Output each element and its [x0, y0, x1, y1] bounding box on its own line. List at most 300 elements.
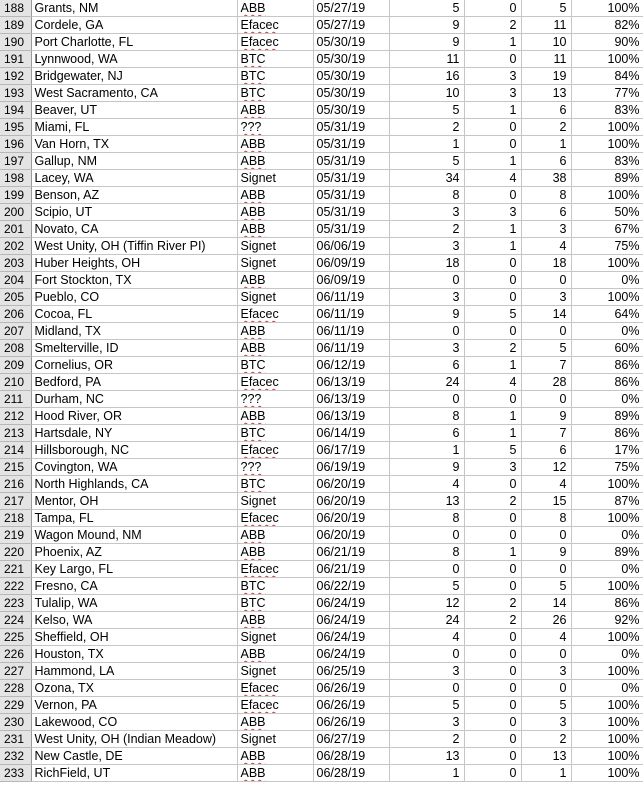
vendor-cell[interactable]: Signet: [237, 663, 313, 680]
percent-cell[interactable]: 86%: [571, 595, 643, 612]
count-b-cell[interactable]: 0: [464, 391, 521, 408]
count-a-cell[interactable]: 1: [389, 442, 464, 459]
count-a-cell[interactable]: 24: [389, 374, 464, 391]
vendor-cell[interactable]: ABB: [237, 527, 313, 544]
count-a-cell[interactable]: 1: [389, 136, 464, 153]
total-cell[interactable]: 6: [521, 442, 571, 459]
table-row[interactable]: [0, 425, 643, 442]
date-cell[interactable]: 06/14/19: [313, 425, 389, 442]
location-cell[interactable]: Vernon, PA: [31, 697, 237, 714]
total-cell[interactable]: 3: [521, 289, 571, 306]
table-row[interactable]: [0, 102, 643, 119]
date-cell[interactable]: 06/26/19: [313, 680, 389, 697]
total-cell[interactable]: 11: [521, 17, 571, 34]
location-cell[interactable]: Tulalip, WA: [31, 595, 237, 612]
count-a-cell[interactable]: 3: [389, 714, 464, 731]
table-row[interactable]: [0, 340, 643, 357]
table-row[interactable]: [0, 510, 643, 527]
count-b-cell[interactable]: 5: [464, 306, 521, 323]
date-cell[interactable]: 06/28/19: [313, 765, 389, 782]
date-cell[interactable]: 05/30/19: [313, 102, 389, 119]
vendor-cell[interactable]: ABB: [237, 714, 313, 731]
count-a-cell[interactable]: 8: [389, 187, 464, 204]
count-b-cell[interactable]: 0: [464, 714, 521, 731]
count-b-cell[interactable]: 0: [464, 663, 521, 680]
count-b-cell[interactable]: 0: [464, 0, 521, 17]
table-row[interactable]: [0, 578, 643, 595]
row-header[interactable]: 219: [0, 527, 31, 544]
location-cell[interactable]: Gallup, NM: [31, 153, 237, 170]
location-cell[interactable]: Port Charlotte, FL: [31, 34, 237, 51]
count-a-cell[interactable]: 6: [389, 357, 464, 374]
row-header[interactable]: 201: [0, 221, 31, 238]
total-cell[interactable]: 6: [521, 153, 571, 170]
total-cell[interactable]: 15: [521, 493, 571, 510]
total-cell[interactable]: 10: [521, 34, 571, 51]
date-cell[interactable]: 06/11/19: [313, 306, 389, 323]
percent-cell[interactable]: 100%: [571, 629, 643, 646]
count-a-cell[interactable]: 1: [389, 765, 464, 782]
count-a-cell[interactable]: 12: [389, 595, 464, 612]
count-b-cell[interactable]: 0: [464, 272, 521, 289]
location-cell[interactable]: Lynnwood, WA: [31, 51, 237, 68]
table-row[interactable]: [0, 476, 643, 493]
location-cell[interactable]: Houston, TX: [31, 646, 237, 663]
table-row[interactable]: [0, 731, 643, 748]
percent-cell[interactable]: 86%: [571, 357, 643, 374]
date-cell[interactable]: 06/24/19: [313, 646, 389, 663]
count-b-cell[interactable]: 0: [464, 289, 521, 306]
date-cell[interactable]: 05/31/19: [313, 136, 389, 153]
count-a-cell[interactable]: 9: [389, 17, 464, 34]
vendor-cell[interactable]: ABB: [237, 272, 313, 289]
location-cell[interactable]: Miami, FL: [31, 119, 237, 136]
count-b-cell[interactable]: 0: [464, 510, 521, 527]
count-b-cell[interactable]: 0: [464, 748, 521, 765]
table-row[interactable]: [0, 680, 643, 697]
count-a-cell[interactable]: 5: [389, 578, 464, 595]
count-b-cell[interactable]: 1: [464, 425, 521, 442]
date-cell[interactable]: 05/31/19: [313, 119, 389, 136]
count-a-cell[interactable]: 3: [389, 340, 464, 357]
location-cell[interactable]: Bedford, PA: [31, 374, 237, 391]
row-header[interactable]: 196: [0, 136, 31, 153]
percent-cell[interactable]: 100%: [571, 510, 643, 527]
count-b-cell[interactable]: 0: [464, 561, 521, 578]
vendor-cell[interactable]: Efacec: [237, 17, 313, 34]
row-header[interactable]: 224: [0, 612, 31, 629]
total-cell[interactable]: 2: [521, 119, 571, 136]
count-a-cell[interactable]: 0: [389, 391, 464, 408]
vendor-cell[interactable]: ABB: [237, 187, 313, 204]
vendor-cell[interactable]: BTC: [237, 578, 313, 595]
total-cell[interactable]: 8: [521, 187, 571, 204]
total-cell[interactable]: 1: [521, 136, 571, 153]
date-cell[interactable]: 06/21/19: [313, 561, 389, 578]
percent-cell[interactable]: 83%: [571, 153, 643, 170]
vendor-cell[interactable]: Efacec: [237, 374, 313, 391]
total-cell[interactable]: 14: [521, 306, 571, 323]
count-b-cell[interactable]: 3: [464, 68, 521, 85]
location-cell[interactable]: Smelterville, ID: [31, 340, 237, 357]
table-row[interactable]: [0, 119, 643, 136]
row-header[interactable]: 217: [0, 493, 31, 510]
row-header[interactable]: 223: [0, 595, 31, 612]
date-cell[interactable]: 05/30/19: [313, 85, 389, 102]
count-a-cell[interactable]: 13: [389, 493, 464, 510]
count-b-cell[interactable]: 3: [464, 85, 521, 102]
vendor-cell[interactable]: ABB: [237, 646, 313, 663]
count-a-cell[interactable]: 9: [389, 459, 464, 476]
table-row[interactable]: [0, 238, 643, 255]
total-cell[interactable]: 19: [521, 68, 571, 85]
count-a-cell[interactable]: 3: [389, 289, 464, 306]
location-cell[interactable]: Ozona, TX: [31, 680, 237, 697]
count-a-cell[interactable]: 2: [389, 731, 464, 748]
table-row[interactable]: [0, 561, 643, 578]
vendor-cell[interactable]: BTC: [237, 425, 313, 442]
row-header[interactable]: 198: [0, 170, 31, 187]
date-cell[interactable]: 05/27/19: [313, 17, 389, 34]
percent-cell[interactable]: 75%: [571, 238, 643, 255]
row-header[interactable]: 191: [0, 51, 31, 68]
percent-cell[interactable]: 100%: [571, 51, 643, 68]
location-cell[interactable]: Mentor, OH: [31, 493, 237, 510]
count-a-cell[interactable]: 11: [389, 51, 464, 68]
vendor-cell[interactable]: ???: [237, 119, 313, 136]
percent-cell[interactable]: 86%: [571, 425, 643, 442]
row-header[interactable]: 190: [0, 34, 31, 51]
row-header[interactable]: 211: [0, 391, 31, 408]
count-a-cell[interactable]: 9: [389, 306, 464, 323]
vendor-cell[interactable]: ABB: [237, 0, 313, 17]
percent-cell[interactable]: 89%: [571, 408, 643, 425]
total-cell[interactable]: 0: [521, 391, 571, 408]
count-b-cell[interactable]: 0: [464, 476, 521, 493]
total-cell[interactable]: 9: [521, 408, 571, 425]
count-a-cell[interactable]: 24: [389, 612, 464, 629]
vendor-cell[interactable]: ABB: [237, 544, 313, 561]
percent-cell[interactable]: 0%: [571, 391, 643, 408]
row-header[interactable]: 225: [0, 629, 31, 646]
row-header[interactable]: 192: [0, 68, 31, 85]
vendor-cell[interactable]: Signet: [237, 493, 313, 510]
count-a-cell[interactable]: 4: [389, 476, 464, 493]
vendor-cell[interactable]: ABB: [237, 340, 313, 357]
row-header[interactable]: 231: [0, 731, 31, 748]
table-row[interactable]: [0, 85, 643, 102]
percent-cell[interactable]: 82%: [571, 17, 643, 34]
table-row[interactable]: [0, 391, 643, 408]
count-a-cell[interactable]: 8: [389, 544, 464, 561]
row-header[interactable]: 203: [0, 255, 31, 272]
row-header[interactable]: 194: [0, 102, 31, 119]
percent-cell[interactable]: 75%: [571, 459, 643, 476]
location-cell[interactable]: Cocoa, FL: [31, 306, 237, 323]
count-b-cell[interactable]: 1: [464, 153, 521, 170]
count-b-cell[interactable]: 3: [464, 459, 521, 476]
count-a-cell[interactable]: 0: [389, 561, 464, 578]
location-cell[interactable]: Covington, WA: [31, 459, 237, 476]
location-cell[interactable]: Hillsborough, NC: [31, 442, 237, 459]
count-b-cell[interactable]: 0: [464, 765, 521, 782]
count-b-cell[interactable]: 3: [464, 204, 521, 221]
percent-cell[interactable]: 100%: [571, 255, 643, 272]
count-a-cell[interactable]: 4: [389, 629, 464, 646]
location-cell[interactable]: Lakewood, CO: [31, 714, 237, 731]
total-cell[interactable]: 14: [521, 595, 571, 612]
count-a-cell[interactable]: 0: [389, 323, 464, 340]
location-cell[interactable]: North Highlands, CA: [31, 476, 237, 493]
count-a-cell[interactable]: 0: [389, 527, 464, 544]
table-row[interactable]: [0, 748, 643, 765]
count-b-cell[interactable]: 1: [464, 357, 521, 374]
total-cell[interactable]: 38: [521, 170, 571, 187]
table-row[interactable]: [0, 765, 643, 782]
total-cell[interactable]: 13: [521, 85, 571, 102]
row-header[interactable]: 220: [0, 544, 31, 561]
count-b-cell[interactable]: 0: [464, 527, 521, 544]
table-row[interactable]: [0, 459, 643, 476]
location-cell[interactable]: New Castle, DE: [31, 748, 237, 765]
percent-cell[interactable]: 100%: [571, 187, 643, 204]
count-b-cell[interactable]: 1: [464, 221, 521, 238]
vendor-cell[interactable]: Signet: [237, 170, 313, 187]
count-a-cell[interactable]: 16: [389, 68, 464, 85]
row-header[interactable]: 209: [0, 357, 31, 374]
vendor-cell[interactable]: Signet: [237, 238, 313, 255]
vendor-cell[interactable]: Signet: [237, 289, 313, 306]
vendor-cell[interactable]: BTC: [237, 68, 313, 85]
date-cell[interactable]: 06/25/19: [313, 663, 389, 680]
vendor-cell[interactable]: BTC: [237, 357, 313, 374]
table-row[interactable]: [0, 306, 643, 323]
percent-cell[interactable]: 87%: [571, 493, 643, 510]
location-cell[interactable]: Bridgewater, NJ: [31, 68, 237, 85]
percent-cell[interactable]: 67%: [571, 221, 643, 238]
date-cell[interactable]: 06/27/19: [313, 731, 389, 748]
row-header[interactable]: 189: [0, 17, 31, 34]
row-header[interactable]: 226: [0, 646, 31, 663]
date-cell[interactable]: 05/31/19: [313, 187, 389, 204]
percent-cell[interactable]: 100%: [571, 476, 643, 493]
row-header[interactable]: 221: [0, 561, 31, 578]
total-cell[interactable]: 0: [521, 680, 571, 697]
count-b-cell[interactable]: 0: [464, 697, 521, 714]
percent-cell[interactable]: 89%: [571, 170, 643, 187]
location-cell[interactable]: Fresno, CA: [31, 578, 237, 595]
date-cell[interactable]: 05/31/19: [313, 153, 389, 170]
count-b-cell[interactable]: 0: [464, 578, 521, 595]
row-header[interactable]: 215: [0, 459, 31, 476]
vendor-cell[interactable]: Signet: [237, 255, 313, 272]
table-row[interactable]: [0, 289, 643, 306]
percent-cell[interactable]: 77%: [571, 85, 643, 102]
count-a-cell[interactable]: 8: [389, 510, 464, 527]
count-a-cell[interactable]: 2: [389, 221, 464, 238]
percent-cell[interactable]: 64%: [571, 306, 643, 323]
count-b-cell[interactable]: 2: [464, 612, 521, 629]
location-cell[interactable]: Hood River, OR: [31, 408, 237, 425]
vendor-cell[interactable]: Efacec: [237, 442, 313, 459]
percent-cell[interactable]: 100%: [571, 136, 643, 153]
location-cell[interactable]: Cordele, GA: [31, 17, 237, 34]
table-row[interactable]: [0, 612, 643, 629]
table-row[interactable]: [0, 714, 643, 731]
percent-cell[interactable]: 0%: [571, 680, 643, 697]
vendor-cell[interactable]: ABB: [237, 204, 313, 221]
count-a-cell[interactable]: 3: [389, 238, 464, 255]
vendor-cell[interactable]: ABB: [237, 221, 313, 238]
table-row[interactable]: [0, 697, 643, 714]
count-a-cell[interactable]: 18: [389, 255, 464, 272]
location-cell[interactable]: Tampa, FL: [31, 510, 237, 527]
percent-cell[interactable]: 60%: [571, 340, 643, 357]
count-b-cell[interactable]: 4: [464, 170, 521, 187]
date-cell[interactable]: 06/13/19: [313, 391, 389, 408]
count-a-cell[interactable]: 13: [389, 748, 464, 765]
row-header[interactable]: 197: [0, 153, 31, 170]
location-cell[interactable]: West Unity, OH (Tiffin River PI): [31, 238, 237, 255]
date-cell[interactable]: 06/13/19: [313, 374, 389, 391]
location-cell[interactable]: Beaver, UT: [31, 102, 237, 119]
percent-cell[interactable]: 50%: [571, 204, 643, 221]
count-b-cell[interactable]: 0: [464, 255, 521, 272]
table-row[interactable]: [0, 527, 643, 544]
location-cell[interactable]: Cornelius, OR: [31, 357, 237, 374]
row-header[interactable]: 208: [0, 340, 31, 357]
vendor-cell[interactable]: ABB: [237, 612, 313, 629]
count-a-cell[interactable]: 5: [389, 0, 464, 17]
location-cell[interactable]: Wagon Mound, NM: [31, 527, 237, 544]
table-row[interactable]: [0, 136, 643, 153]
count-a-cell[interactable]: 5: [389, 102, 464, 119]
total-cell[interactable]: 18: [521, 255, 571, 272]
vendor-cell[interactable]: ABB: [237, 323, 313, 340]
vendor-cell[interactable]: ABB: [237, 408, 313, 425]
count-b-cell[interactable]: 0: [464, 187, 521, 204]
vendor-cell[interactable]: ???: [237, 391, 313, 408]
table-row[interactable]: [0, 272, 643, 289]
total-cell[interactable]: 2: [521, 731, 571, 748]
location-cell[interactable]: Hartsdale, NY: [31, 425, 237, 442]
table-row[interactable]: [0, 544, 643, 561]
date-cell[interactable]: 06/21/19: [313, 544, 389, 561]
count-a-cell[interactable]: 0: [389, 646, 464, 663]
percent-cell[interactable]: 0%: [571, 561, 643, 578]
total-cell[interactable]: 4: [521, 476, 571, 493]
row-header[interactable]: 199: [0, 187, 31, 204]
percent-cell[interactable]: 17%: [571, 442, 643, 459]
date-cell[interactable]: 06/17/19: [313, 442, 389, 459]
total-cell[interactable]: 0: [521, 323, 571, 340]
date-cell[interactable]: 06/24/19: [313, 629, 389, 646]
date-cell[interactable]: 06/24/19: [313, 595, 389, 612]
count-b-cell[interactable]: 1: [464, 102, 521, 119]
vendor-cell[interactable]: Efacec: [237, 510, 313, 527]
location-cell[interactable]: Van Horn, TX: [31, 136, 237, 153]
location-cell[interactable]: Pueblo, CO: [31, 289, 237, 306]
table-row[interactable]: [0, 51, 643, 68]
location-cell[interactable]: Phoenix, AZ: [31, 544, 237, 561]
total-cell[interactable]: 5: [521, 0, 571, 17]
location-cell[interactable]: Kelso, WA: [31, 612, 237, 629]
table-row[interactable]: [0, 663, 643, 680]
count-b-cell[interactable]: 1: [464, 544, 521, 561]
date-cell[interactable]: 06/28/19: [313, 748, 389, 765]
table-row[interactable]: [0, 153, 643, 170]
table-row[interactable]: [0, 646, 643, 663]
row-header[interactable]: 232: [0, 748, 31, 765]
vendor-cell[interactable]: Efacec: [237, 34, 313, 51]
location-cell[interactable]: RichField, UT: [31, 765, 237, 782]
vendor-cell[interactable]: Efacec: [237, 306, 313, 323]
total-cell[interactable]: 11: [521, 51, 571, 68]
count-b-cell[interactable]: 0: [464, 323, 521, 340]
percent-cell[interactable]: 83%: [571, 102, 643, 119]
location-cell[interactable]: Grants, NM: [31, 0, 237, 17]
percent-cell[interactable]: 100%: [571, 119, 643, 136]
total-cell[interactable]: 13: [521, 748, 571, 765]
table-row[interactable]: [0, 204, 643, 221]
table-row[interactable]: [0, 595, 643, 612]
total-cell[interactable]: 1: [521, 765, 571, 782]
date-cell[interactable]: 05/31/19: [313, 221, 389, 238]
table-row[interactable]: [0, 374, 643, 391]
location-cell[interactable]: West Sacramento, CA: [31, 85, 237, 102]
total-cell[interactable]: 3: [521, 663, 571, 680]
total-cell[interactable]: 3: [521, 221, 571, 238]
percent-cell[interactable]: 86%: [571, 374, 643, 391]
vendor-cell[interactable]: BTC: [237, 51, 313, 68]
count-b-cell[interactable]: 0: [464, 136, 521, 153]
count-b-cell[interactable]: 2: [464, 493, 521, 510]
table-row[interactable]: [0, 357, 643, 374]
total-cell[interactable]: 7: [521, 425, 571, 442]
location-cell[interactable]: Key Largo, FL: [31, 561, 237, 578]
count-b-cell[interactable]: 0: [464, 629, 521, 646]
count-b-cell[interactable]: 0: [464, 680, 521, 697]
date-cell[interactable]: 06/24/19: [313, 612, 389, 629]
row-header[interactable]: 213: [0, 425, 31, 442]
row-header[interactable]: 212: [0, 408, 31, 425]
percent-cell[interactable]: 100%: [571, 748, 643, 765]
percent-cell[interactable]: 100%: [571, 289, 643, 306]
vendor-cell[interactable]: ABB: [237, 153, 313, 170]
percent-cell[interactable]: 92%: [571, 612, 643, 629]
date-cell[interactable]: 05/31/19: [313, 204, 389, 221]
row-header[interactable]: 214: [0, 442, 31, 459]
percent-cell[interactable]: 100%: [571, 731, 643, 748]
percent-cell[interactable]: 84%: [571, 68, 643, 85]
table-row[interactable]: [0, 187, 643, 204]
table-row[interactable]: [0, 442, 643, 459]
vendor-cell[interactable]: ???: [237, 459, 313, 476]
location-cell[interactable]: Midland, TX: [31, 323, 237, 340]
count-a-cell[interactable]: 5: [389, 153, 464, 170]
vendor-cell[interactable]: Efacec: [237, 680, 313, 697]
total-cell[interactable]: 0: [521, 646, 571, 663]
date-cell[interactable]: 06/22/19: [313, 578, 389, 595]
vendor-cell[interactable]: Efacec: [237, 561, 313, 578]
count-a-cell[interactable]: 6: [389, 425, 464, 442]
row-header[interactable]: 205: [0, 289, 31, 306]
count-b-cell[interactable]: 2: [464, 340, 521, 357]
table-row[interactable]: [0, 629, 643, 646]
vendor-cell[interactable]: Signet: [237, 629, 313, 646]
count-b-cell[interactable]: 0: [464, 119, 521, 136]
percent-cell[interactable]: 89%: [571, 544, 643, 561]
